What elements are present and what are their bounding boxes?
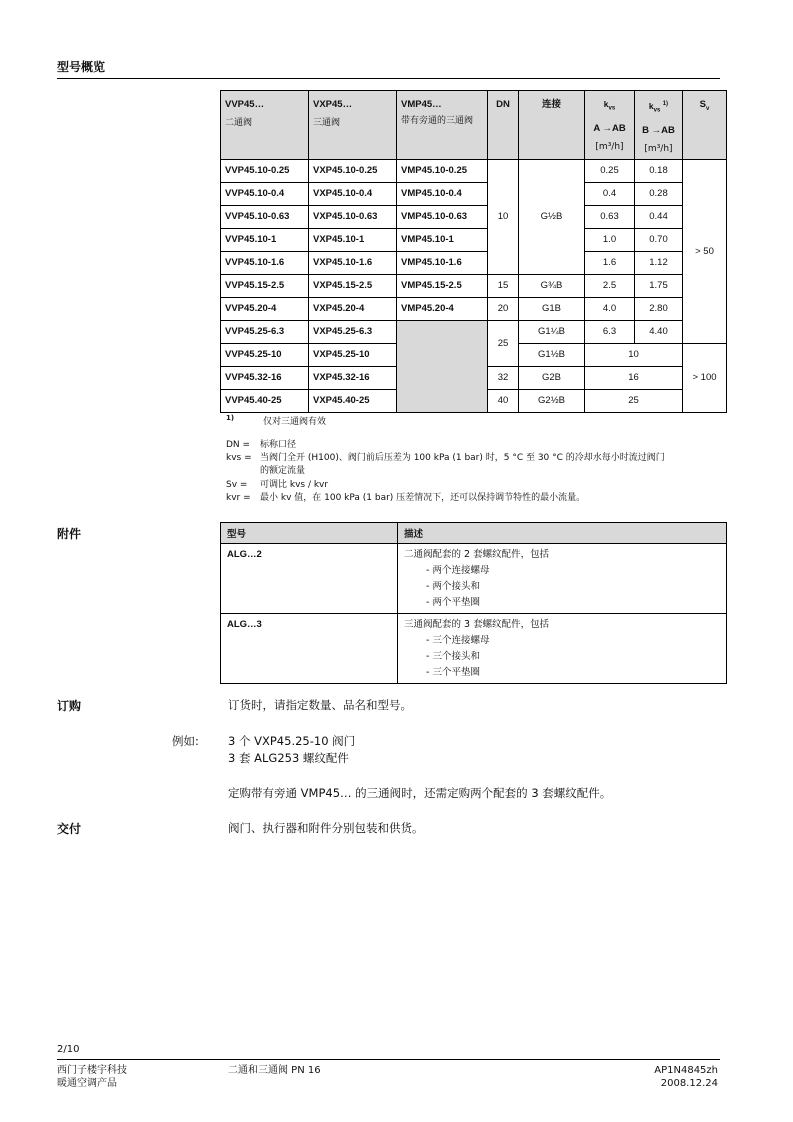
header-vvp: VVP45… 二通阀 [221,91,309,160]
cell-kvs-a: 0.4 [585,182,635,205]
footer-company-2: 暖通空调产品 [57,1078,117,1089]
note-sv: Sv = 可调比 kvs / kvr [226,480,329,490]
cell-kvs-b: 0.18 [635,159,683,182]
header-vxp: VXP45… 三通阀 [309,91,397,160]
cell-kvs-a: 0.25 [585,159,635,182]
ordering-heading: 订购 [57,699,82,713]
cell-kvs-b: 0.28 [635,182,683,205]
footnote: $^{1)}$ 仅对三通阀有效 [226,414,326,427]
cell-vvp: VVP45.15-2.5 [221,274,309,297]
cell-vxp: VXP45.25-10 [309,343,397,366]
header-rule [57,78,720,79]
header-dn: DN [488,91,519,160]
footer-date: 2008.12.24 [660,1078,718,1089]
cell-vmp: VMP45.10-0.25 [397,159,488,182]
cell-vvp: VVP45.40-25 [221,389,309,412]
cell-vxp: VXP45.32-16 [309,366,397,389]
cell-dn: 25 [488,320,519,366]
ordering-text: 订货时，请指定数量、品名和型号。 [228,698,412,712]
cell-dn: 40 [488,389,519,412]
cell-kvs-b: 0.44 [635,205,683,228]
footer-rule [57,1059,720,1060]
table-row [221,614,727,684]
cell-vxp: VXP45.40-25 [309,389,397,412]
cell-vxp: VXP45.10-1.6 [309,251,397,274]
accessories-heading: 附件 [57,527,82,541]
header-kvs-b-ab: $k_{vs}$ $^{1)}$ B →AB [m³/h] [635,91,683,160]
cell-vvp: VVP45.25-6.3 [221,320,309,343]
cell-connection: G2B [519,366,585,389]
accessory-model: ALG…2 [221,544,398,614]
cell-connection: G¾B [519,274,585,297]
table-row [221,228,727,251]
table-row [221,251,727,274]
note-kvs-cont: 的额定流量 [260,466,306,476]
table-row [221,544,727,614]
accessory-description: 三通阀配套的 3 套螺纹配件，包括 - 三个连接螺母 - 三个接头和 - 三个平垫圈 [398,614,727,684]
table-row [221,205,727,228]
cell-connection: G1½B [519,343,585,366]
cell-connection: G2½B [519,389,585,412]
header-kvs-a-ab: $k_{vs}$ A →AB [m³/h] [585,91,635,160]
cell-kvs-a: 4.0 [585,297,635,320]
ordering-note: 定购带有旁通 VMP45… 的三通阀时，还需定购两个配套的 3 套螺纹配件。 [228,786,612,800]
cell-vmp: VMP45.10-1.6 [397,251,488,274]
cell-kvs: 16 [585,366,683,389]
cell-kvs-b: 0.70 [635,228,683,251]
table-row [221,182,727,205]
example-line-2: 3 套 ALG253 螺纹配件 [228,751,349,765]
example-label: 例如: [172,734,199,748]
cell-vvp: VVP45.10-1.6 [221,251,309,274]
table-row [221,159,727,182]
cell-kvs-b: 1.12 [635,251,683,274]
cell-vvp: VVP45.10-1 [221,228,309,251]
cell-vvp: VVP45.20-4 [221,297,309,320]
cell-vmp: VMP45.10-0.4 [397,182,488,205]
accessories-table [220,522,727,684]
accessory-description: 二通阀配套的 2 套螺纹配件，包括 - 两个连接螺母 - 两个接头和 - 两个平垫圈 [398,544,727,614]
note-kvr: kvr = 最小 kv 值，在 100 kPa (1 bar) 压差情况下，还可以保持调节特性的最小流量。 [226,493,586,503]
cell-kvs-a: 1.6 [585,251,635,274]
cell-vxp: VXP45.10-0.63 [309,205,397,228]
cell-vvp: VVP45.10-0.63 [221,205,309,228]
accessory-model: ALG…3 [221,614,398,684]
cell-sv: > 100 [683,343,727,412]
header-vmp: VMP45… 带有旁通的三通阀 [397,91,488,160]
cell-connection: G½B [519,159,585,274]
footer-company-1: 西门子楼宇科技 [57,1065,127,1076]
cell-kvs-b: 2.80 [635,297,683,320]
cell-vxp: VXP45.10-0.4 [309,182,397,205]
note-kvs: kvs = 当阀门全开 (H100)、阀门前后压差为 100 kPa (1 bar) 时，5 °C 至 30 °C 的冷却水每小时流过阀门 [226,453,665,463]
delivery-heading: 交付 [57,822,82,836]
cell-kvs: 10 [585,343,683,366]
header-connection: 连接 [519,91,585,160]
cell-connection: G1B [519,297,585,320]
cell-kvs-a: 6.3 [585,320,635,343]
note-dn: DN = 标称口径 [226,440,297,450]
cell-vmp: VMP45.10-1 [397,228,488,251]
cell-vxp: VXP45.10-1 [309,228,397,251]
table-row [221,274,727,297]
cell-vvp: VVP45.32-16 [221,366,309,389]
cell-kvs-a: 1.0 [585,228,635,251]
cell-dn: 15 [488,274,519,297]
cell-vmp: VMP45.10-0.63 [397,205,488,228]
example-line-1: 3 个 VXP45.25-10 阀门 [228,734,356,748]
cell-vvp: VVP45.10-0.4 [221,182,309,205]
cell-vvp: VVP45.25-10 [221,343,309,366]
cell-sv: > 50 [683,159,727,343]
cell-connection: G1¼B [519,320,585,343]
table-row [221,320,727,343]
cell-vmp-empty [397,320,488,412]
header-description: 描述 [398,523,727,544]
cell-vvp: VVP45.10-0.25 [221,159,309,182]
page-number: 2/10 [57,1044,80,1055]
table-row [221,297,727,320]
cell-vxp: VXP45.10-0.25 [309,159,397,182]
delivery-text: 阀门、执行器和附件分别包装和供货。 [228,821,424,835]
cell-dn: 20 [488,297,519,320]
type-overview-table [220,90,727,413]
cell-vxp: VXP45.20-4 [309,297,397,320]
cell-kvs-b: 1.75 [635,274,683,297]
cell-dn: 32 [488,366,519,389]
cell-vmp: VMP45.20-4 [397,297,488,320]
cell-dn: 10 [488,159,519,274]
cell-kvs-a: 0.63 [585,205,635,228]
header-model: 型号 [221,523,398,544]
cell-vxp: VXP45.15-2.5 [309,274,397,297]
footer-doc-id: AP1N4845zh [654,1065,718,1076]
cell-kvs: 25 [585,389,683,412]
footer-doc-title: 二通和三通阀 PN 16 [228,1065,321,1076]
cell-kvs-a: 2.5 [585,274,635,297]
cell-vxp: VXP45.25-6.3 [309,320,397,343]
cell-vmp: VMP45.15-2.5 [397,274,488,297]
header-sv: $S_v$ [683,91,727,160]
section-title: 型号概览 [57,60,106,74]
cell-kvs-b: 4.40 [635,320,683,343]
